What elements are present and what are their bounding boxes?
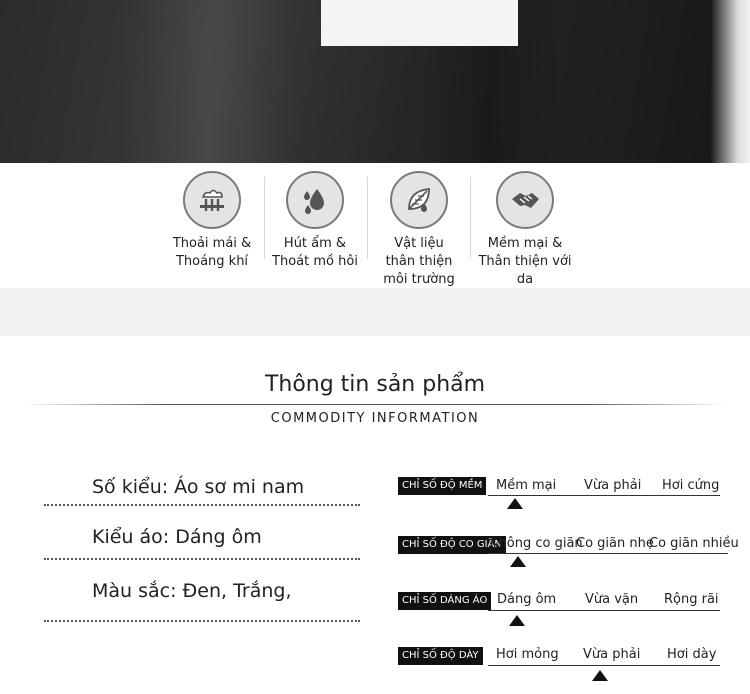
garment-label-tag bbox=[321, 0, 518, 46]
softness-index-label: CHỈ SỐ ĐỘ MỀM bbox=[398, 477, 486, 495]
scale-option: Vừa phải bbox=[583, 647, 641, 662]
scale-option: Không co giãn bbox=[490, 536, 583, 551]
thickness-index-label: CHỈ SỐ ĐỘ DÀY bbox=[398, 647, 483, 665]
comfort-airflow-icon bbox=[183, 171, 241, 229]
spec-style-number: Số kiểu: Áo sơ mi nam bbox=[92, 476, 305, 498]
feature-label-line: Mềm mại & bbox=[487, 236, 563, 251]
feature-label-line: thân thiện bbox=[385, 254, 453, 269]
fit-marker bbox=[509, 615, 525, 626]
scale-option: Hơi dày bbox=[667, 647, 717, 662]
scale-option: Co giãn nhẹ bbox=[576, 536, 654, 551]
thickness-marker bbox=[592, 670, 608, 681]
feature-label-line: Thân thiện với da bbox=[478, 254, 572, 287]
scale-option: Dáng ôm bbox=[497, 592, 557, 607]
scale-option: Hơi cứng bbox=[662, 478, 720, 493]
scale-line bbox=[488, 610, 720, 611]
feature-divider bbox=[367, 177, 368, 259]
spec-fit: Kiểu áo: Dáng ôm bbox=[92, 526, 262, 548]
scale-option: Rộng rãi bbox=[664, 592, 719, 607]
fit-index-label: CHỈ SỐ DÁNG ÁO bbox=[398, 592, 491, 610]
scale-option: Vừa phải bbox=[584, 478, 642, 493]
feature-label-line: Thoát mồ hôi bbox=[272, 254, 358, 269]
photo-edge bbox=[710, 0, 750, 163]
feature-icons-row bbox=[0, 163, 750, 288]
scale-option: Vừa vặn bbox=[585, 592, 639, 607]
dotted-divider bbox=[44, 558, 360, 560]
moisture-drops-icon bbox=[286, 171, 344, 229]
dotted-divider bbox=[44, 504, 360, 506]
section-subtitle: COMMODITY INFORMATION bbox=[270, 411, 480, 426]
title-divider bbox=[24, 404, 726, 405]
spec-colors: Màu sắc: Đen, Trắng, bbox=[92, 580, 292, 602]
scale-line bbox=[488, 553, 728, 554]
feature-label-line: Hút ẩm & bbox=[283, 236, 347, 251]
feature-label-line: môi trường bbox=[383, 272, 455, 287]
feature-label-line: Thoáng khí bbox=[175, 254, 249, 269]
handshake-icon bbox=[496, 171, 554, 229]
softness-marker bbox=[507, 498, 523, 509]
stretch-index-label: CHỈ SỐ ĐỘ CO GIÃN bbox=[398, 536, 506, 554]
scale-line bbox=[488, 495, 720, 496]
feature-comfort bbox=[162, 171, 262, 271]
fabric-highlight bbox=[120, 0, 300, 163]
section-band bbox=[0, 288, 750, 336]
feature-eco bbox=[369, 171, 469, 289]
feature-moisture bbox=[265, 171, 365, 271]
dotted-divider bbox=[44, 620, 360, 622]
scale-option: Co giãn nhiều bbox=[649, 536, 739, 551]
section-title: Thông tin sản phẩm bbox=[264, 372, 486, 397]
scale-option: Hơi mỏng bbox=[496, 647, 559, 662]
feature-label-line: Thoải mái & bbox=[172, 236, 252, 251]
eco-leaf-icon bbox=[390, 171, 448, 229]
hero-product-photo bbox=[0, 0, 750, 163]
feature-label-line: Vật liệu bbox=[394, 236, 444, 251]
scale-option: Mềm mại bbox=[496, 478, 557, 493]
stretch-marker bbox=[510, 556, 526, 567]
scale-line bbox=[488, 665, 720, 666]
feature-soft bbox=[475, 171, 575, 289]
feature-divider bbox=[470, 177, 471, 259]
